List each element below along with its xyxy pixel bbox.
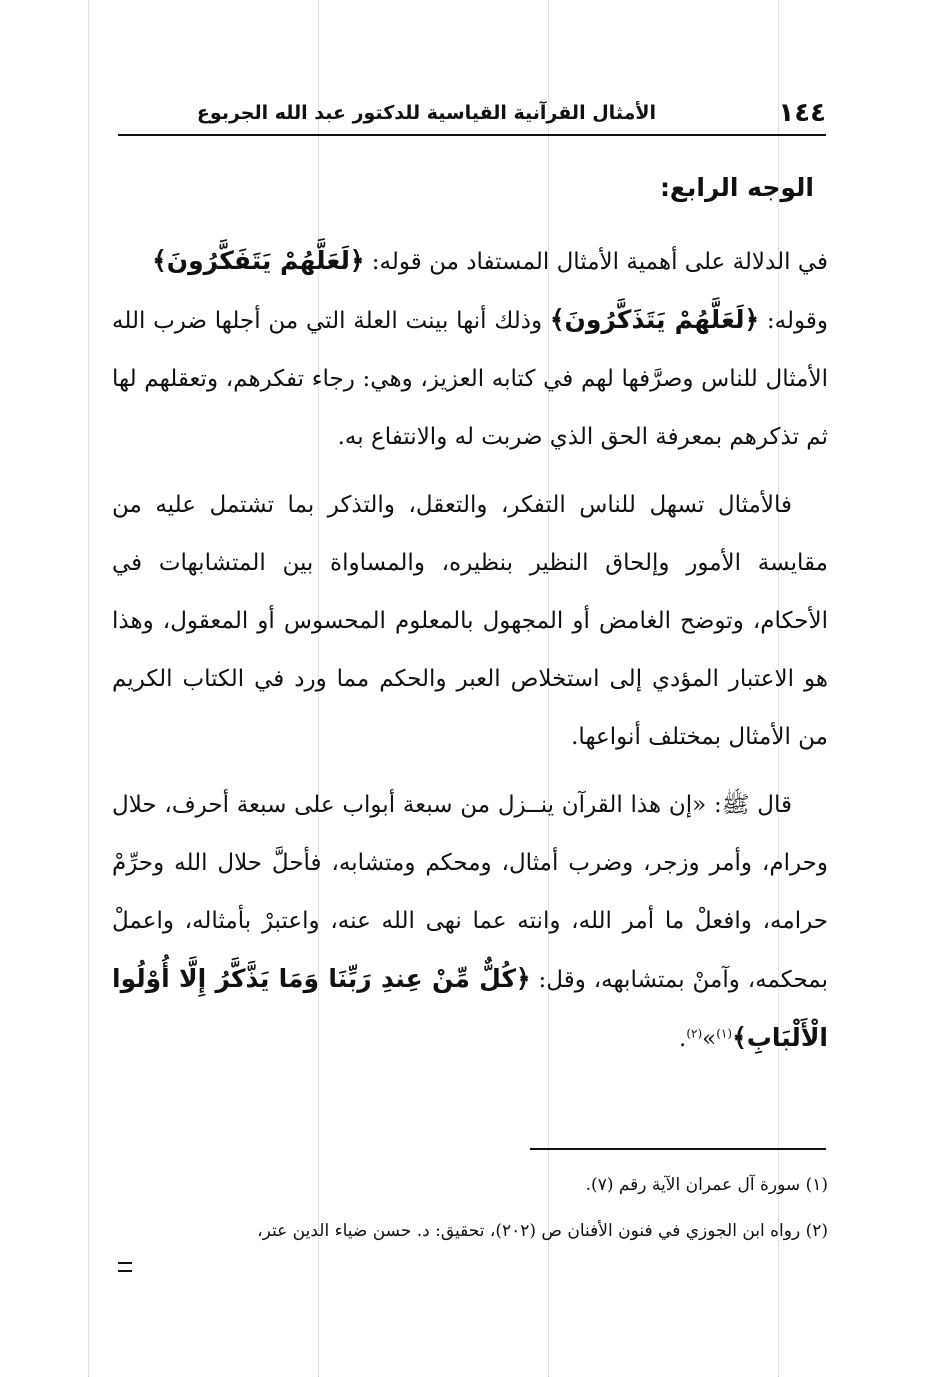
footnotes: [112, 1170, 828, 1262]
footnote-1: (١) سورة آل عمران الآية رقم (٧).: [585, 1175, 828, 1195]
paragraph-2-lead: وقوله:: [759, 308, 828, 334]
page-header: [118, 96, 826, 136]
quran-verse-tafakkur: ﴿لَعَلَّهُمْ يَتَفَكَّرُونَ﴾: [152, 246, 365, 275]
hadith-text: قال ﷺ: «إن هذا القرآن ينــزل من سبعة أبواب على سبعة أحرف، حلال وحرام، وأمر وزجر، وضرب أمثال، ومحكم ومتشابه، فأحلَّ حلال الله وحرِّمْ حرامه، وافعلْ ما أمر الله، وانته عما نهى الله عنه، واعتبرْ بأمثاله، واعملْ بمحكمه، وآمنْ بمتشابهه، وقل:: [112, 792, 828, 993]
footnote-ref-2[interactable]: (٢): [686, 1026, 703, 1041]
quran-verse-tadhakkur: ﴿لَعَلَّهُمْ يَتَذَكَّرُونَ﴾: [549, 305, 760, 334]
paragraph-3-text: فالأمثال تسهل للناس التفكر، والتعقل، والتذكر بما تشتمل عليه من مقايسة الأمور وإلحاق النظير بنظيره، والمساواة بين المتشابهات في الأحكام، وتوضح الغامض أو المجهول بالمعلوم المحسوس أو المعقول، وهذا هو الاعتبار المؤدي إلى استخلاص العبر والحكم مما ورد في الكتاب الكريم من الأمثال بمختلف أنواعها.: [112, 492, 828, 750]
running-title: الأمثال القرآنية القياسية للدكتور عبد الله الجربوع: [196, 102, 656, 124]
quran-verse-al-albab: ﴿كُلٌّ مِّنْ عِندِ رَبِّنَا وَمَا يَذَّكَّرُ إِلَّا أُوْلُوا الْأَلْبَابِ﴾: [112, 964, 828, 1052]
paragraph-1-text: في الدلالة على أهمية الأمثال المستفاد من قوله:: [364, 249, 828, 275]
footnote-2: (٢) رواه ابن الجوزي في فنون الأفنان ص (٢٠٢)، تحقيق: د. حسن ضياء الدين عتر،: [257, 1221, 828, 1241]
page-body: [112, 166, 828, 1068]
section-heading: الوجه الرابع:: [659, 173, 814, 202]
paragraph-1: [112, 232, 828, 291]
hadith-close-quote: »: [702, 1026, 717, 1052]
paragraph-4-end: .: [679, 1026, 687, 1052]
paragraph-2: [112, 291, 828, 466]
paragraph-2-text: وذلك أنها بينت العلة التي من أجلها ضرب الله الأمثال للناس وصرَّفها لهم في كتابه العزيز، وهي: رجاء تفكرهم، وتعقلهم لها ثم تذكرهم بمعرفة الحق الذي ضربت له والانتفاع به.: [112, 308, 828, 450]
page-number: ١٤٤: [778, 98, 826, 128]
paragraph-3: [112, 476, 828, 766]
paragraph-4: [112, 776, 828, 1068]
continuation-mark: [118, 1262, 132, 1272]
footnote-ref-1[interactable]: (١): [716, 1026, 733, 1041]
scan-guide-line: [88, 0, 89, 1377]
footnote-separator: [530, 1148, 826, 1150]
